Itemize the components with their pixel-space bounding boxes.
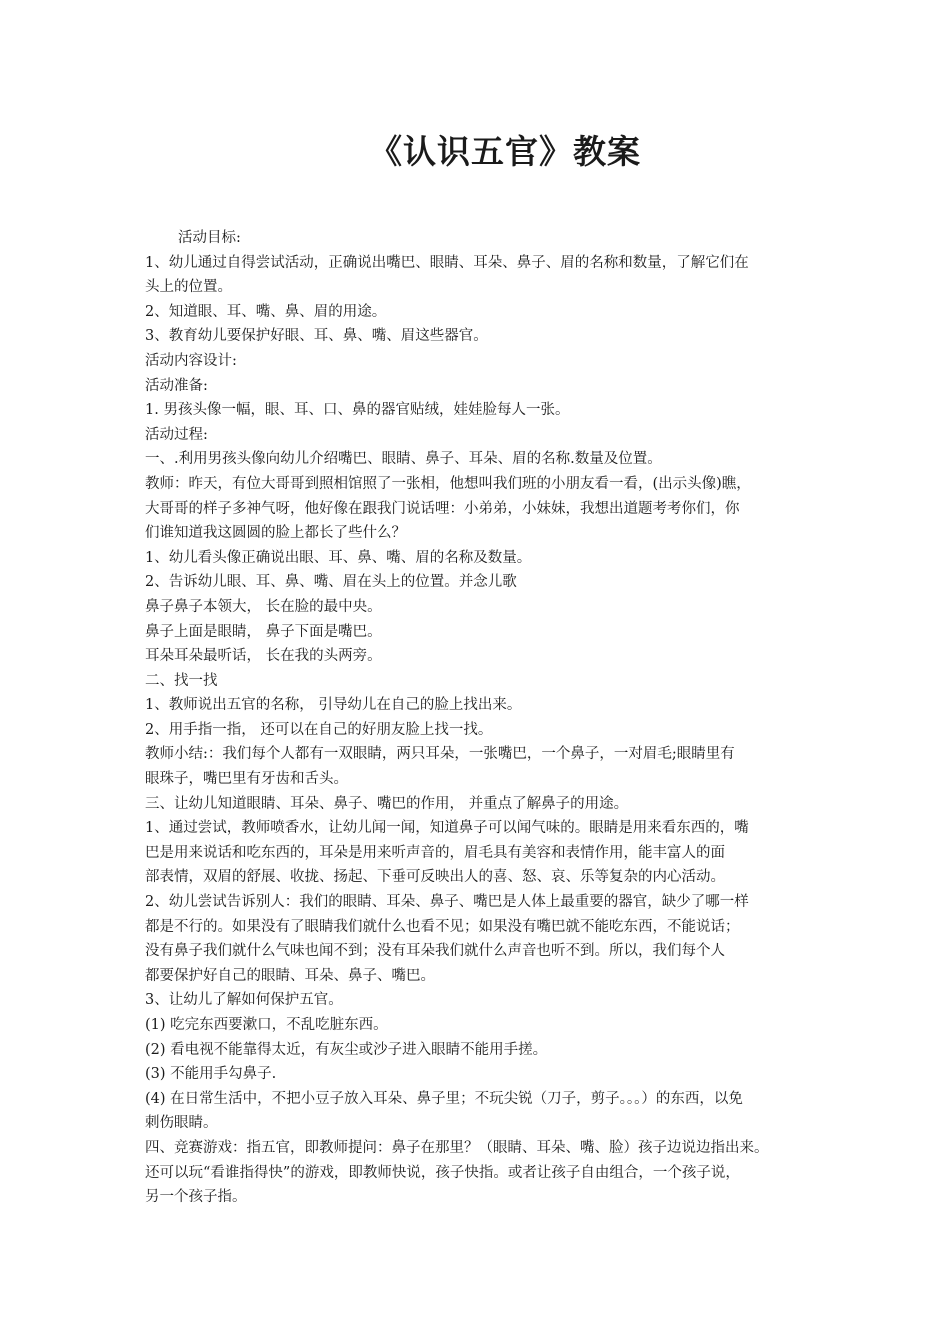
paragraph-line: 都要保护好自己的眼睛、耳朵、鼻子、嘴巴。 (145, 967, 435, 984)
document-title: 《认识五官》教案 (369, 132, 641, 171)
paragraph-line: 巴是用来说话和吃东西的，耳朵是用来听声音的，眉毛具有美容和表情作用，能丰富人的面 (145, 844, 725, 861)
list-item: (1) 吃完东西要漱口，不乱吃脏东西。 (145, 1017, 388, 1033)
rhyme-line: 耳朵耳朵最听话， 长在我的头两旁。 (145, 648, 382, 665)
list-item: (3) 不能用手勾鼻子. (145, 1066, 277, 1083)
paragraph-line: 一、.利用男孩头像向幼儿介绍嘴巴、眼睛、鼻子、耳朵、眉的名称.数量及位置。 (145, 451, 662, 468)
list-item: (4) 在日常生活中，不把小豆子放入耳朵、鼻子里；不玩尖锐（刀子，剪子。。。）的东西，以免 (145, 1090, 743, 1107)
paragraph-line: 另一个孩子指。 (145, 1189, 247, 1206)
paragraph-line: 2、幼儿尝试告诉别人：我们的眼睛、耳朵、鼻子、嘴巴是人体上最重要的器官，缺少了哪一样 (145, 894, 749, 911)
paragraph-line: 大哥哥的样子多神气呀，他好像在跟我门说话哩：小弟弟，小妹妹，我想出道题考考你们，你 (145, 500, 740, 517)
paragraph-line: 1、幼儿通过自得尝试活动，正确说出嘴巴、眼睛、耳朵、鼻子、眉的名称和数量，了解它们在 (145, 254, 749, 271)
section-heading-process: 活动过程: (145, 426, 208, 443)
rhyme-line: 鼻子鼻子本领大， 长在脸的最中央。 (145, 598, 382, 615)
paragraph-line: 部表情，双眉的舒展、收拢、扬起、下垂可反映出人的喜、怒、哀、乐等复杂的内心活动。 (145, 869, 725, 886)
paragraph-line: 2、用手指一指， 还可以在自己的好朋友脸上找一找。 (145, 721, 493, 738)
section-heading-find: 二、找一找 (145, 672, 218, 689)
rhyme-line: 鼻子上面是眼睛， 鼻子下面是嘴巴。 (145, 623, 382, 640)
section-heading-functions: 三、让幼儿知道眼睛、耳朵、鼻子、嘴巴的作用， 并重点了解鼻子的用途。 (145, 795, 629, 812)
paragraph-line: 1. 男孩头像一幅，眼、耳、口、鼻的器官贴绒，娃娃脸每人一张。 (145, 402, 570, 419)
section-heading-preparation: 活动准备: (145, 377, 208, 394)
paragraph-line: 教师：昨天，有位大哥哥到照相馆照了一张相，他想叫我们班的小朋友看一看，(出示头像)瞧， (145, 475, 751, 492)
paragraph-line: 1、幼儿看头像正确说出眼、耳、鼻、嘴、眉的名称及数量。 (145, 549, 532, 566)
paragraph-line: 教师小结:：我们每个人都有一双眼睛，两只耳朵，一张嘴巴，一个鼻子，一对眉毛;眼睛里有 (145, 746, 735, 763)
paragraph-line: 2、告诉幼儿眼、耳、鼻、嘴、眉在头上的位置。并念儿歌 (145, 574, 517, 591)
section-heading-goals: 活动目标: (178, 230, 241, 246)
section-heading-game: 四、竞赛游戏：指五官，即教师提问：鼻子在那里？（眼睛、耳朵、嘴、脸）孩子边说边指出来。 (145, 1139, 769, 1156)
paragraph-line: 眼珠子，嘴巴里有牙齿和舌头。 (145, 771, 348, 788)
document-body (145, 226, 825, 1210)
paragraph-line: 2、知道眼、耳、嘴、鼻、眉的用途。 (145, 303, 387, 320)
paragraph-line: 3、让幼儿了解如何保护五官。 (145, 992, 343, 1009)
list-item: (2) 看电视不能靠得太近，有灰尘或沙子进入眼睛不能用手搓。 (145, 1041, 548, 1058)
paragraph-line: 刺伤眼睛。 (145, 1115, 218, 1132)
paragraph-line: 1、教师说出五官的名称， 引导幼儿在自己的脸上找出来。 (145, 697, 522, 714)
paragraph-line: 没有鼻子我们就什么气味也闻不到；没有耳朵我们就什么声音也听不到。所以，我们每个人 (145, 943, 725, 960)
section-heading-content-design: 活动内容设计: (145, 352, 237, 369)
paragraph-line: 还可以玩“看谁指得快”的游戏，即教师快说，孩子快指。或者让孩子自由组合，一个孩子说， (145, 1164, 740, 1181)
paragraph-line: 都是不行的。如果没有了眼睛我们就什么也看不见；如果没有嘴巴就不能吃东西，不能说话； (145, 918, 740, 935)
paragraph-line: 1、通过尝试，教师喷香水，让幼儿闻一闻，知道鼻子可以闻气味的。眼睛是用来看东西的，嘴 (145, 820, 749, 837)
paragraph-line: 头上的位置。 (145, 279, 232, 296)
paragraph-line: 们谁知道我这圆圆的脸上都长了些什么？ (145, 525, 406, 542)
paragraph-line: 3、教育幼儿要保护好眼、耳、鼻、嘴、眉这些器官。 (145, 328, 488, 345)
